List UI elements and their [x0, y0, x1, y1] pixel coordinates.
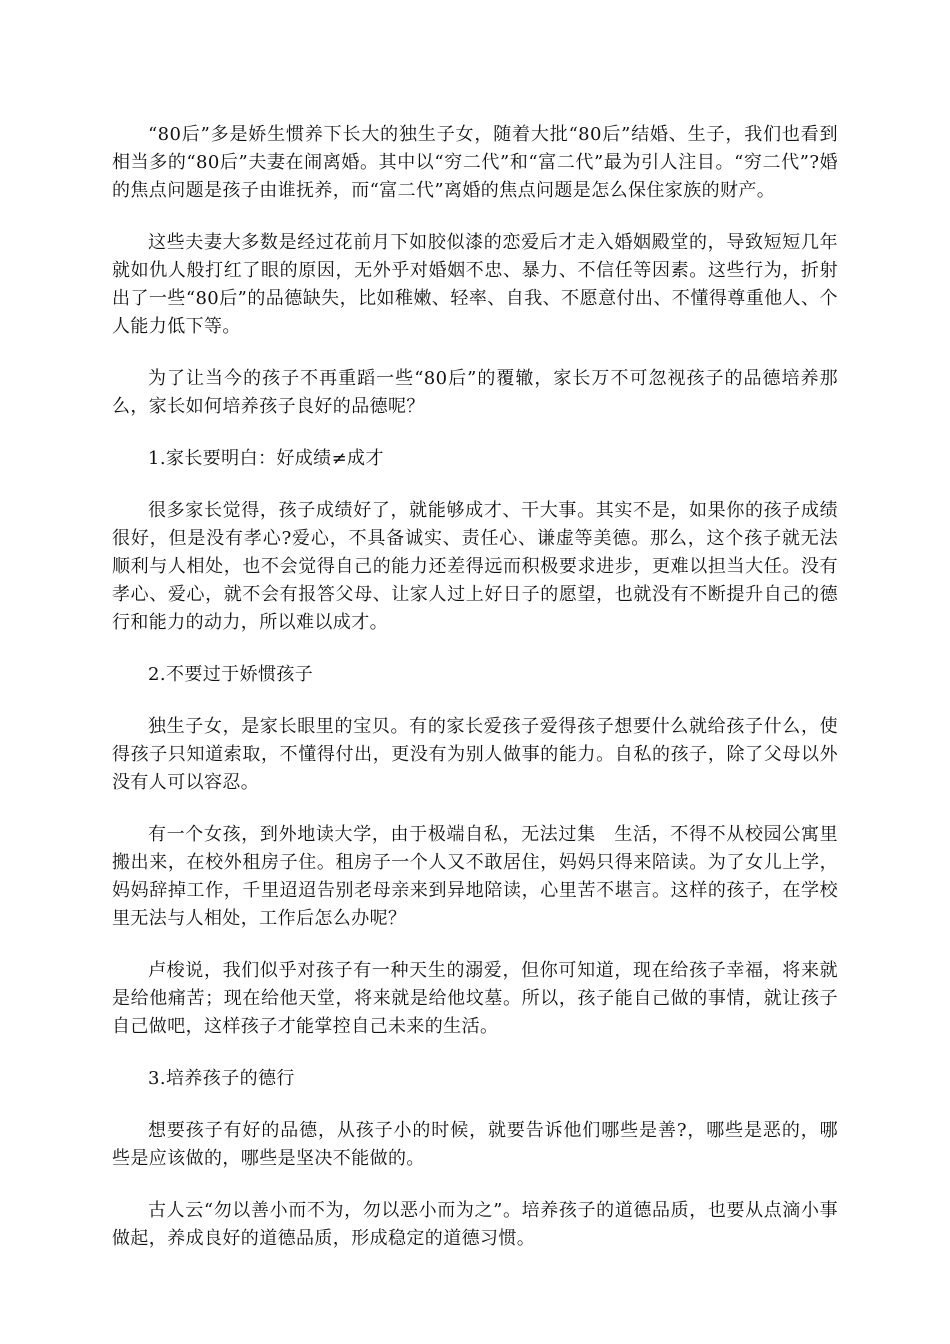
paragraph-good-evil: 想要孩子有好的品德，从孩子小的时候，就要告诉他们哪些是善?，哪些是恶的，哪些是应该做的，哪些是坚决不能做的。	[112, 1120, 838, 1169]
section-heading-2: 2.不要过于娇惯孩子	[148, 664, 314, 685]
paragraph-ancient-saying: 古人云“勿以善小而不为，勿以恶小而为之”。培养孩子的道德品质，也要从点滴小事做起，养成良好的道德品质，形成稳定的道德习惯。	[112, 1200, 838, 1249]
paragraph-marriage-causes: 这些夫妻大多数是经过花前月下如胶似漆的恋爱后才走入婚姻殿堂的，导致短短几年就如仇人般打红了眼的原因，无外乎对婚姻不忠、暴力、不信任等因素。这些行为，折射出了一些“80后”的品德缺失，比如稚嫩、轻率、自我、不愿意付出、不懂得尊重他人、个人能力低下等。	[112, 232, 838, 337]
paragraph-grades-vs-talent: 很多家长觉得，孩子成绩好了，就能够成才、干大事。其实不是，如果你的孩子成绩很好，但是没有孝心?爱心，不具备诚实、责任心、谦虚等美德。那么，这个孩子就无法顺利与人相处，也不会觉得自己的能力还差得远而积极要求进步，更难以担当大任。没有孝心、爱心，就不会有报答父母、让家人过上好日子的愿望，也就没有不断提升自己的德行和能力的动力，所以难以成才。	[112, 500, 838, 633]
paragraph-parent-question: 为了让当今的孩子不再重蹈一些“80后”的覆辙，家长万不可忽视孩子的品德培养那么，家长如何培养孩子良好的品德呢？	[112, 368, 838, 417]
paragraph-only-child: 独生子女，是家长眼里的宝贝。有的家长爱孩子爱得孩子想要什么就给孩子什么，使得孩子只知道索取，不懂得付出，更没有为别人做事的能力。自私的孩子，除了父母以外没有人可以容忍。	[112, 716, 838, 793]
section-heading-3: 3.培养孩子的德行	[148, 1068, 295, 1089]
document-body	[112, 121, 838, 1277]
paragraph-intro-80s: “80后”多是娇生惯养下长大的独生子女，随着大批“80后”结婚、生子，我们也看到相当多的“80后”夫妻在闹离婚。其中以“穷二代”和“富二代”最为引人注目。“穷二代”?婚的焦点问题是孩子由谁抚养，而“富二代”离婚的焦点问题是怎么保住家族的财产。	[112, 124, 838, 201]
paragraph-girl-story: 有一个女孩，到外地读大学，由于极端自私，无法过集 生活，不得不从校园公寓里搬出来，在校外租房子住。租房子一个人又不敢居住，妈妈只得来陪读。为了女儿上学，妈妈辞掉工作，千里迢迢告别老母亲来到异地陪读，心里苦不堪言。这样的孩子，在学校里无法与人相处，工作后怎么办呢？	[112, 824, 838, 929]
section-heading-1: 1.家长要明白：好成绩≠成才	[148, 448, 384, 469]
paragraph-rousseau: 卢梭说，我们似乎对孩子有一种天生的溺爱，但你可知道，现在给孩子幸福，将来就是给他痛苦；现在给他天堂，将来就是给他坟墓。所以，孩子能自己做的事情，就让孩子自己做吧，这样孩子才能掌控自己未来的生活。	[112, 960, 838, 1037]
